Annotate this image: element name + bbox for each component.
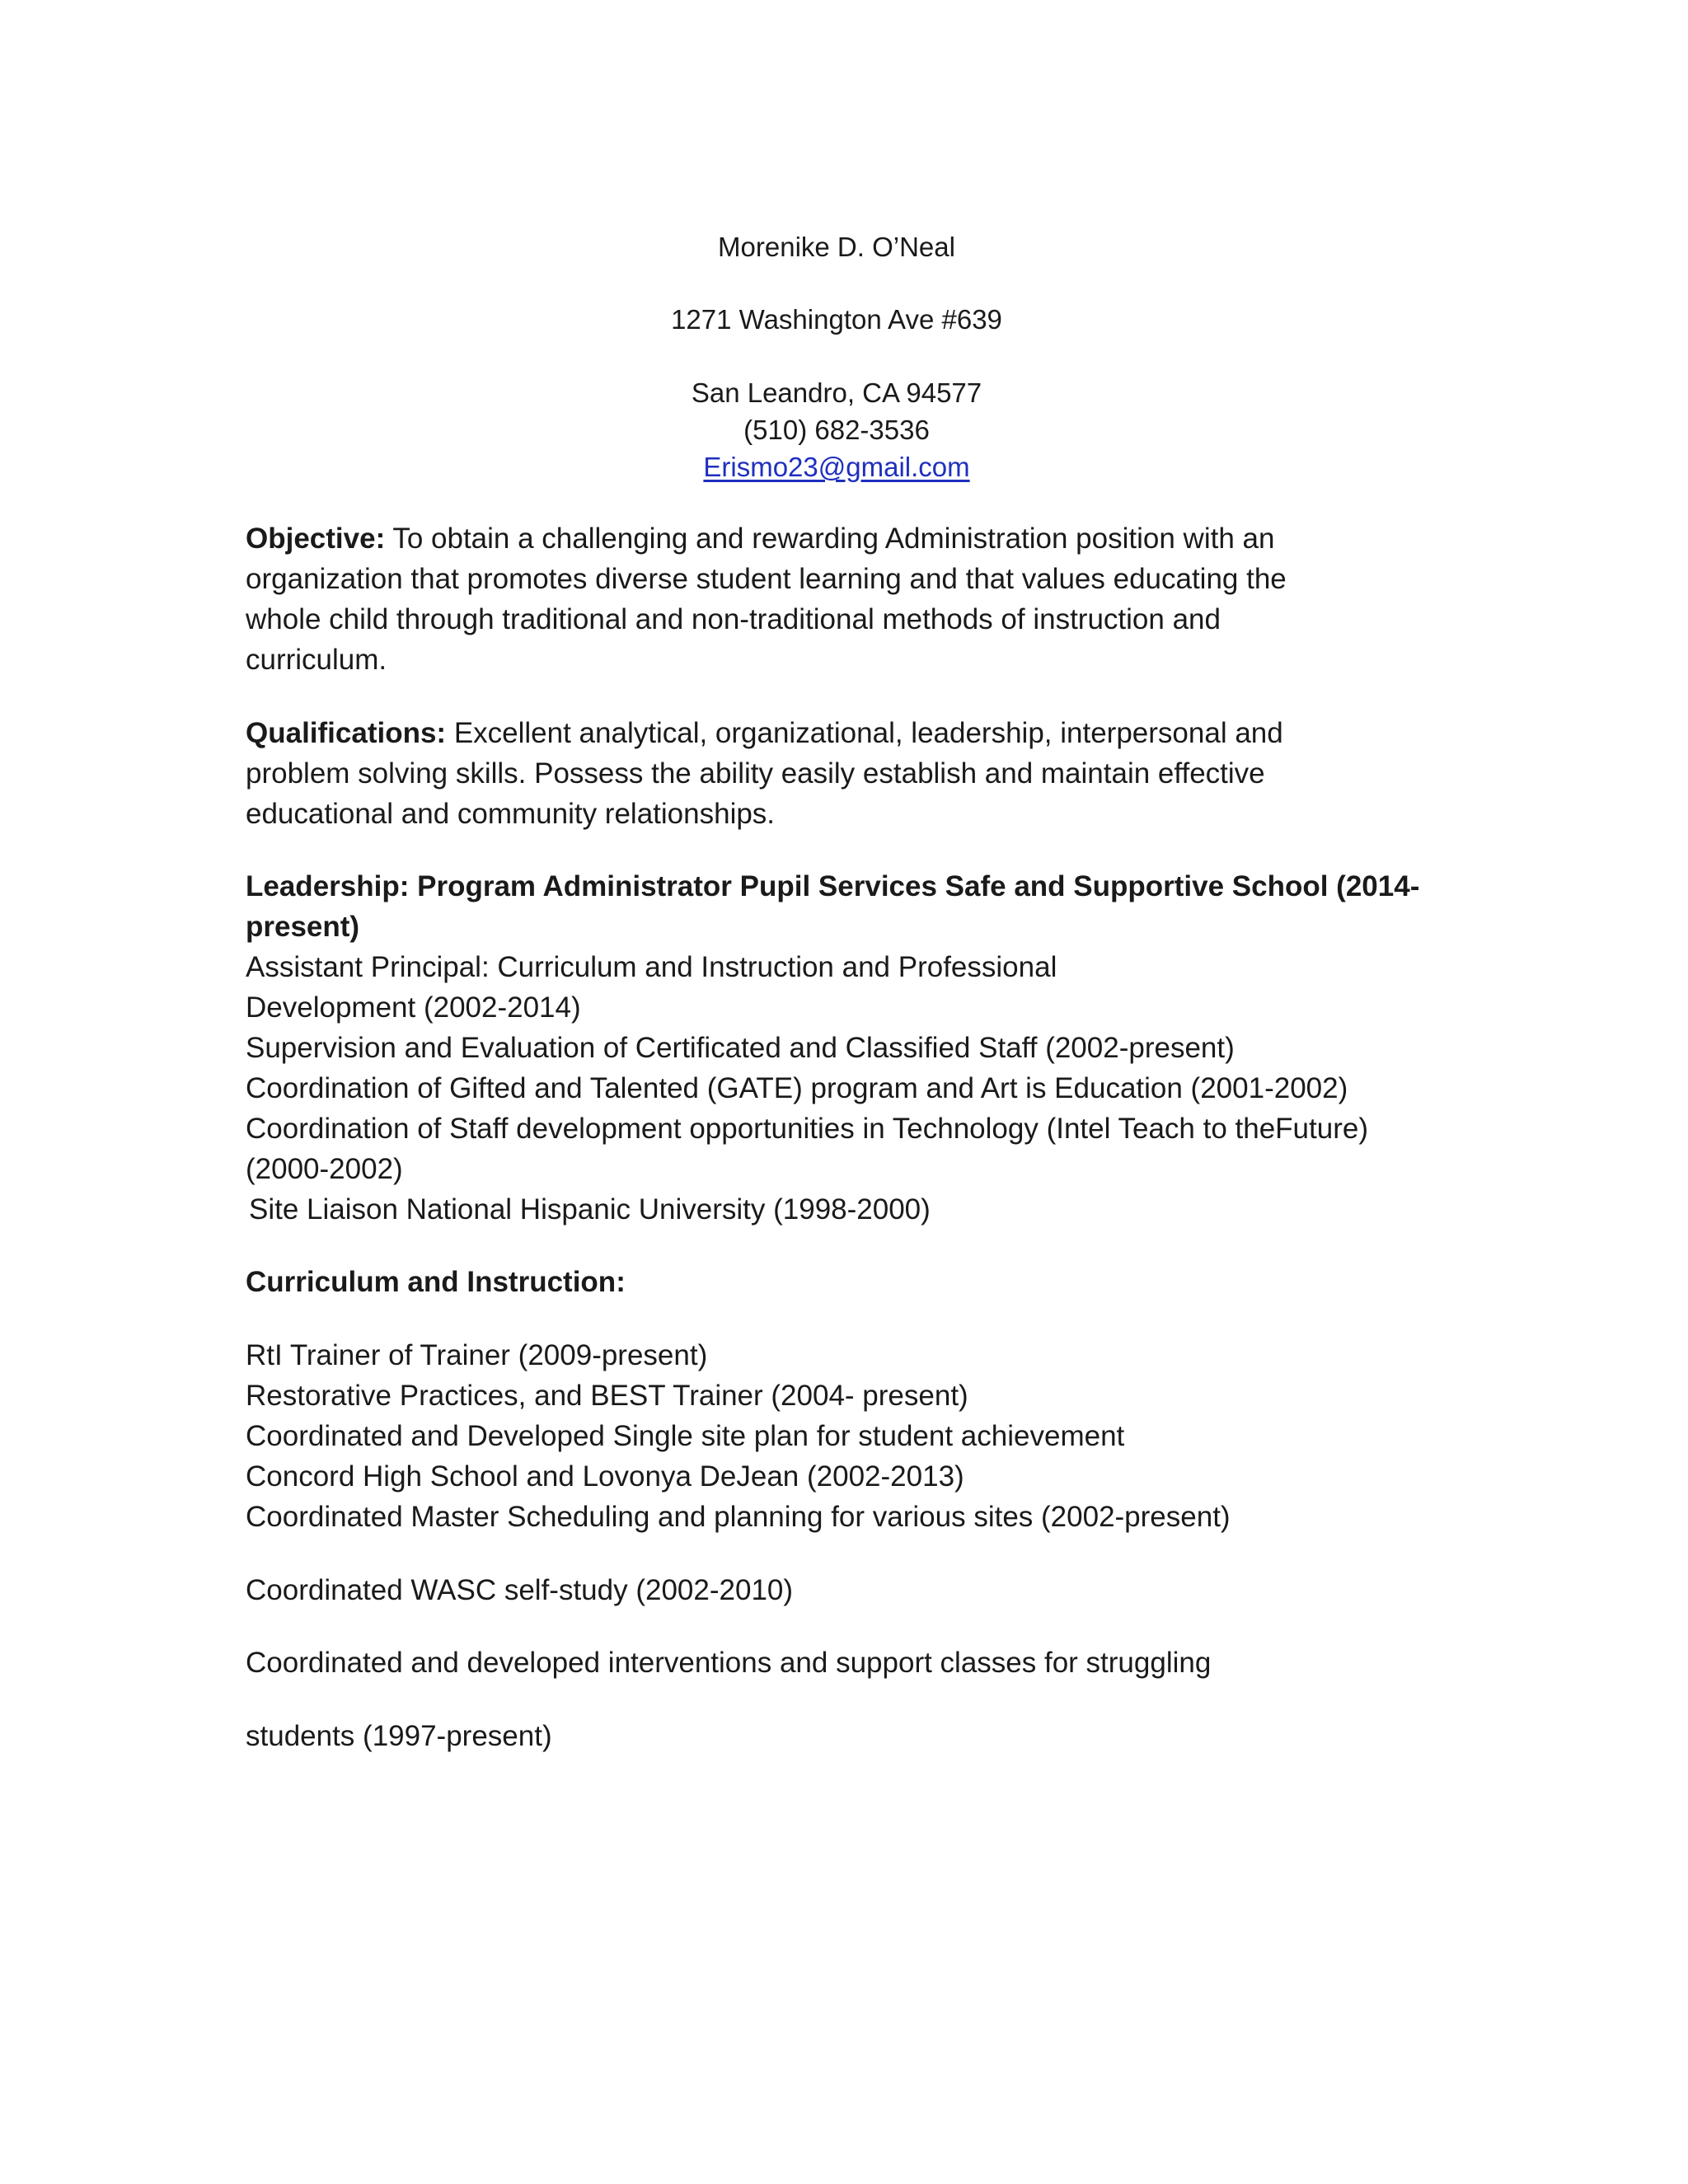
leadership-item: Supervision and Evaluation of Certificated and Classified Staff (2002-present): [246, 1032, 1235, 1064]
curriculum-item: Coordinated Master Scheduling and planning for various sites (2002-present): [246, 1501, 1231, 1533]
curriculum-item: Concord High School and Lovonya DeJean (2002-2013): [246, 1460, 964, 1493]
address-line-1: 1271 Washington Ave #639: [671, 304, 1002, 335]
curriculum-item: RtI Trainer of Trainer (2009-present): [246, 1339, 708, 1371]
objective-line-4: curriculum.: [246, 644, 387, 676]
qualifications-text-1: Excellent analytical, organizational, leadership, interpersonal and: [446, 717, 1283, 749]
leadership-item: (2000-2002): [246, 1153, 403, 1185]
curriculum-item: Restorative Practices, and BEST Trainer (2004- present): [246, 1380, 968, 1412]
email-line: [0, 449, 1673, 485]
curriculum-item: Coordinated and Developed Single site plan for student achievement: [246, 1420, 1125, 1452]
leadership-heading-line-1: Leadership: Program Administrator Pupil Services Safe and Supportive School (2014-: [246, 870, 1420, 902]
email-link[interactable]: Erismo23@gmail.com: [703, 452, 970, 482]
curriculum-item: Coordinated and developed interventions and support classes for struggling: [246, 1647, 1212, 1679]
phone-number: (510) 682-3536: [743, 415, 930, 445]
curriculum-item: students (1997-present): [246, 1720, 552, 1752]
qualifications-label: Qualifications:: [246, 717, 447, 749]
address-line-2: San Leandro, CA 94577: [691, 377, 982, 408]
leadership-heading-line-2: present): [246, 911, 360, 943]
leadership-item: Coordination of Staff development opportunities in Technology (Intel Teach to theFuture): [246, 1113, 1368, 1145]
leadership-item: Development (2002-2014): [246, 991, 581, 1024]
curriculum-item: Coordinated WASC self-study (2002-2010): [246, 1574, 794, 1606]
leadership-item: Coordination of Gifted and Talented (GATE) program and Art is Education (2001-2002): [246, 1072, 1348, 1104]
curriculum-heading: Curriculum and Instruction:: [246, 1266, 626, 1298]
objective-line-1: [246, 519, 1274, 559]
candidate-name: Morenike D. O’Neal: [718, 232, 955, 262]
objective-text-1: To obtain a challenging and rewarding Administration position with an: [385, 523, 1275, 555]
leadership-item: Site Liaison National Hispanic University (1998-2000): [249, 1193, 931, 1226]
qualifications-line-1: [246, 714, 1283, 753]
qualifications-line-3: educational and community relationships.: [246, 798, 776, 830]
qualifications-line-2: problem solving skills. Possess the ability easily establish and maintain effective: [246, 757, 1265, 790]
objective-line-3: whole child through traditional and non-traditional methods of instruction and: [246, 603, 1221, 635]
objective-line-2: organization that promotes diverse student learning and that values educating the: [246, 563, 1287, 595]
leadership-item: Assistant Principal: Curriculum and Instruction and Professional: [246, 951, 1057, 983]
objective-label: Objective:: [246, 523, 386, 555]
